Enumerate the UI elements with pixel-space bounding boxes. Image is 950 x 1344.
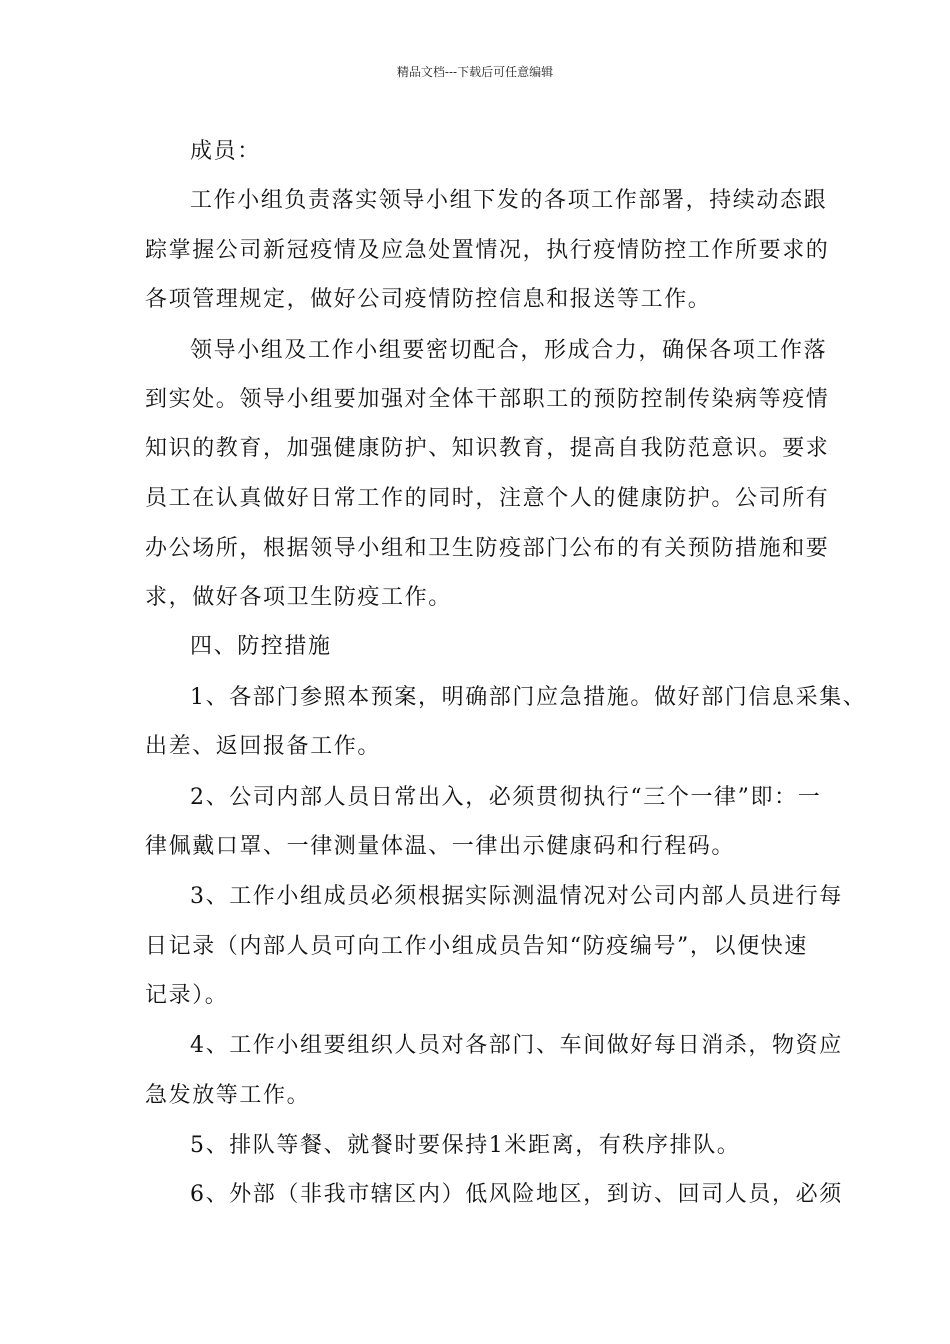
paragraph-line: 到实处。领导小组要加强对全体干部职工的预防控制传染病等疫情 bbox=[145, 387, 830, 412]
paragraph-line: 1、各部门参照本预案，明确部门应急措施。做好部门信息采集、 bbox=[190, 685, 867, 710]
paragraph-line: 员工在认真做好日常工作的同时，注意个人的健康防护。公司所有 bbox=[145, 486, 830, 511]
paragraph-line: 成员： bbox=[190, 139, 261, 164]
page-header: 精品文档---下载后可任意编辑 bbox=[396, 65, 554, 79]
paragraph-line: 急发放等工作。 bbox=[145, 1083, 311, 1108]
paragraph-line: 6、外部（非我市辖区内）低风险地区，到访、回司人员，必须 bbox=[190, 1182, 843, 1207]
paragraph-line: 律佩戴口罩、一律测量体温、一律出示健康码和行程码。 bbox=[145, 834, 736, 859]
paragraph-line: 日记录（内部人员可向工作小组成员告知“防疫编号”，以便快速 bbox=[145, 934, 808, 959]
paragraph-line: 4、工作小组要组织人员对各部门、车间做好每日消杀，物资应 bbox=[190, 1033, 843, 1058]
paragraph-line: 领导小组及工作小组要密切配合，形成合力，确保各项工作落 bbox=[190, 338, 828, 363]
paragraph-line: 2、公司内部人员日常出入，必须贯彻执行“三个一律”即：一 bbox=[190, 785, 822, 810]
paragraph-line: 出差、返回报备工作。 bbox=[145, 734, 382, 759]
paragraph-line: 求，做好各项卫生防疫工作。 bbox=[145, 585, 452, 610]
paragraph-line: 3、工作小组成员必须根据实际测温情况对公司内部人员进行每 bbox=[190, 884, 843, 909]
paragraph-line: 各项管理规定，做好公司疫情防控信息和报送等工作。 bbox=[145, 287, 712, 312]
paragraph-line: 办公场所，根据领导小组和卫生防疫部门公布的有关预防措施和要 bbox=[145, 536, 830, 561]
paragraph-line: 记录）。 bbox=[145, 983, 229, 1008]
paragraph-line: 踪掌握公司新冠疫情及应急处置情况，执行疫情防控工作所要求的 bbox=[145, 238, 830, 263]
paragraph-line: 知识的教育，加强健康防护、知识教育，提高自我防范意识。要求 bbox=[145, 436, 830, 461]
paragraph-line: 5、排队等餐、就餐时要保持1米距离，有秩序排队。 bbox=[190, 1133, 741, 1158]
section-heading: 四、防控措施 bbox=[190, 634, 332, 659]
paragraph-line: 工作小组负责落实领导小组下发的各项工作部署，持续动态跟 bbox=[190, 188, 828, 213]
